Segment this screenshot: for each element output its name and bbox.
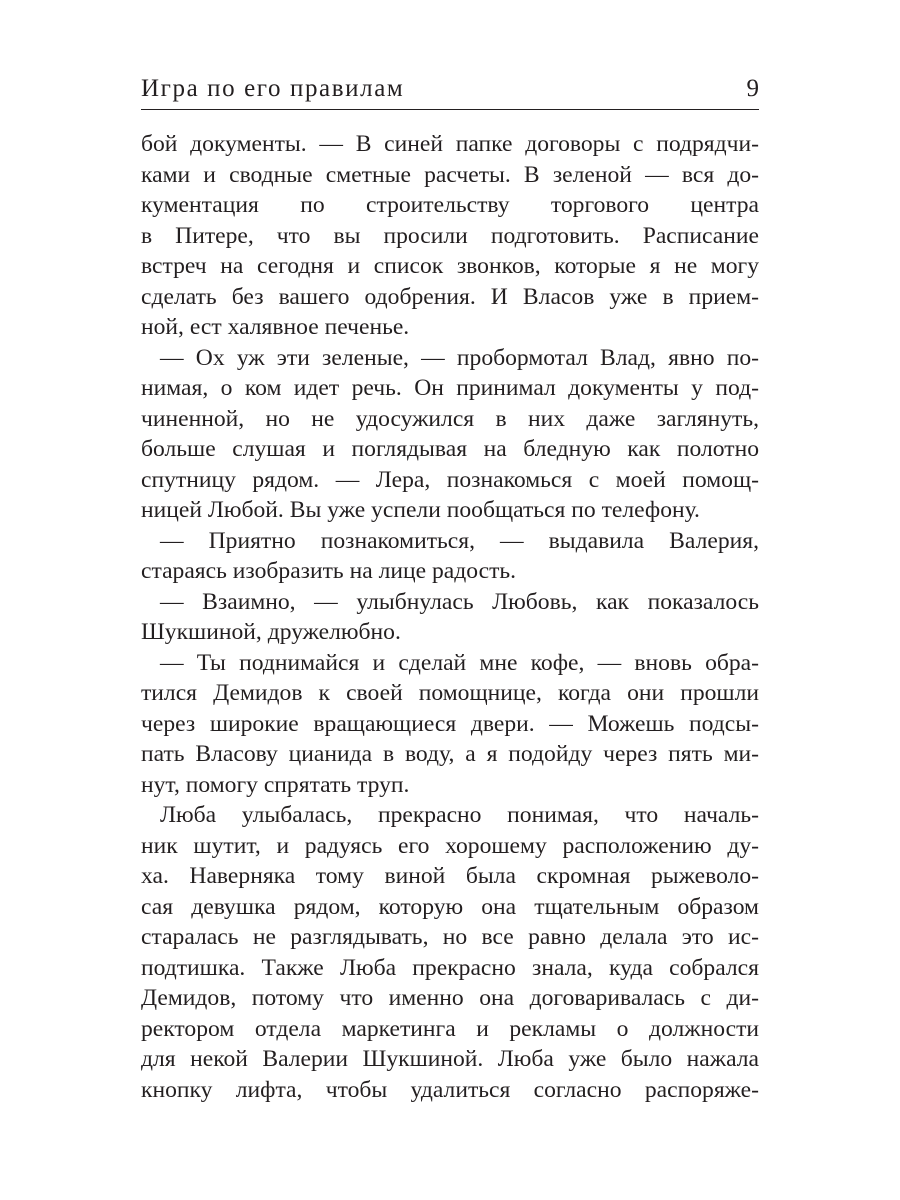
text-line: в Питере, что вы просили подготовить. Расписание [141, 222, 759, 249]
text-line: для некой Валерии Шукшиной. Люба уже было нажала [141, 1046, 759, 1072]
text-line: ной, ест халявное печенье. [141, 314, 410, 340]
text-line: через широкие вращающиеся двери. — Можешь подсы- [141, 710, 759, 737]
text-line: спутницу рядом. — Лера, познакомься с моей помощ- [141, 466, 759, 493]
page-number: 9 [746, 75, 759, 102]
text-line: Люба улыбалась, прекрасно понимая, что началь- [160, 802, 759, 828]
text-line: сая девушка рядом, которую она тщательным образом [141, 893, 759, 920]
text-line: — Приятно познакомиться, — выдавила Валерия, [160, 527, 759, 554]
text-line: тился Демидов к своей помощнице, когда они прошли [141, 680, 759, 706]
text-line: стараясь изобразить на лице радость. [141, 558, 517, 584]
text-line: ха. Наверняка тому виной была скромная рыжеволо- [141, 863, 759, 889]
text-line: кументация по строительству торгового центра [141, 192, 759, 218]
text-line: пать Власову цианида в воду, а я подойду через пять ми- [141, 741, 759, 767]
body-text [141, 129, 759, 1105]
page-header [141, 66, 759, 110]
text-line: бой документы. — В синей папке договоры с подрядчи- [141, 131, 759, 157]
text-line: больше слушая и поглядывая на бледную как полотно [141, 436, 759, 462]
text-line: старалась не разглядывать, но все равно делала это ис- [141, 924, 759, 950]
text-line: подтишка. Также Люба прекрасно знала, куда собрался [141, 954, 759, 981]
text-line: кнопку лифта, чтобы удалиться согласно распоряже- [141, 1076, 759, 1103]
text-line: ками и сводные сметные расчеты. В зеленой — вся до- [141, 161, 759, 188]
text-line: — Ты поднимайся и сделай мне кофе, — вновь обра- [160, 649, 759, 676]
running-title: Игра по его правилам [141, 75, 405, 102]
text-line: сделать без вашего одобрения. И Власов уже в прием- [141, 283, 759, 310]
text-line: Шукшиной, дружелюбно. [141, 619, 401, 645]
text-line: чиненной, но не удосужился в них даже заглянуть, [141, 405, 759, 432]
text-line: Демидов, потому что именно она договаривалась с ди- [141, 985, 759, 1011]
text-line: ницей Любой. Вы уже успели пообщаться по телефону. [141, 497, 700, 523]
text-line: нут, помогу спрятать труп. [141, 771, 410, 798]
text-line: — Ох уж эти зеленые, — пробормотал Влад, явно по- [160, 344, 759, 371]
text-line: встреч на сегодня и список звонков, которые я не могу [141, 253, 759, 279]
text-line: нимая, о ком идет речь. Он принимал документы у под- [141, 375, 759, 401]
text-line: ректором отдела маркетинга и рекламы о должности [141, 1015, 759, 1042]
text-line: — Взаимно, — улыбнулась Любовь, как показалось [160, 588, 759, 615]
text-line: ник шутит, и радуясь его хорошему расположению ду- [141, 832, 759, 859]
